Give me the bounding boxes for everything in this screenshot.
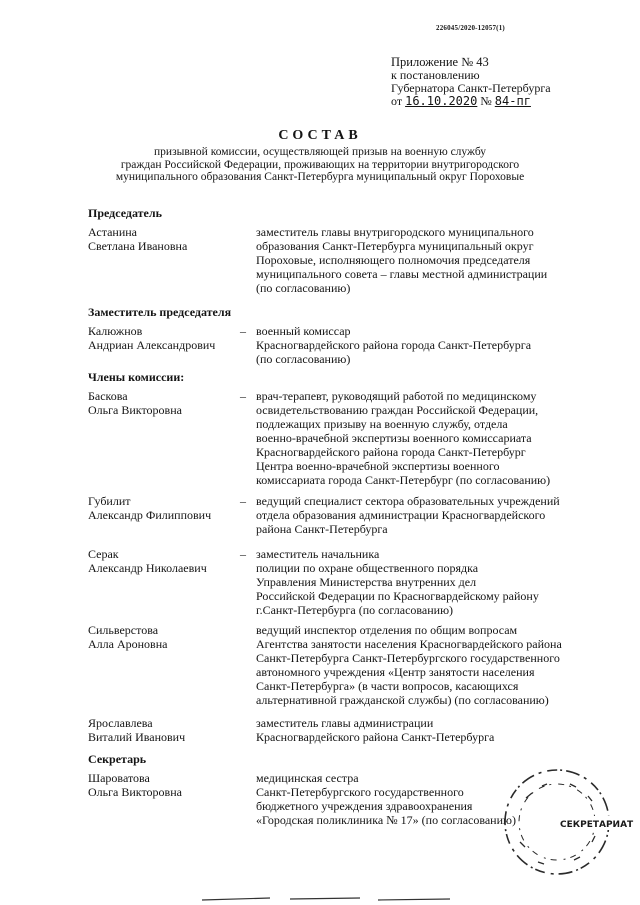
given-names: Александр Николаевич [88, 561, 207, 575]
member-name [88, 771, 248, 799]
role-line: (по согласованию) [256, 352, 351, 366]
member-name [88, 623, 248, 651]
role-line: Управления Министерства внутренних дел [256, 575, 477, 589]
member-role [256, 225, 628, 295]
member-name [88, 494, 248, 522]
appendix-line: к постановлению [391, 68, 480, 82]
member-role [256, 716, 628, 744]
signature-mark [200, 890, 460, 902]
number-value: 84-пг [494, 94, 531, 108]
member-role [256, 547, 628, 617]
role-line: отдела образования администрации Красногвардейского [256, 508, 546, 522]
surname: Калюжнов [88, 324, 143, 338]
role-line: Центра военно-врачебной экспертизы военного [256, 459, 500, 473]
appendix-line: Губернатора Санкт-Петербурга [391, 81, 551, 95]
role-line: заместитель главы внутригородского муниципального [256, 225, 534, 239]
surname: Губилит [88, 494, 131, 508]
role-line: муниципального совета – главы местной администрации [256, 267, 548, 281]
role-line: ведущий специалист сектора образовательных учреждений [256, 494, 560, 508]
section-chairman: Председатель [88, 206, 162, 220]
role-line: подлежащих призыву на военную службу, отдела [256, 417, 508, 431]
stamp-text: СЕКРЕТАРИАТ [560, 820, 634, 830]
page-title: СОСТАВ [278, 128, 362, 143]
number-sign: № [480, 94, 492, 108]
given-names: Светлана Ивановна [88, 239, 188, 253]
role-line: автономного учреждения «Центр занятости населения [256, 665, 535, 679]
member-role [256, 324, 628, 366]
subtitle-line: муниципального образования Санкт-Петербурга муниципальный округ Пороховые [115, 171, 525, 183]
section-members: Члены комиссии: [88, 370, 185, 384]
subtitle-line: граждан Российской Федерации, проживающих на территории внутригородского [120, 158, 520, 171]
role-line: района Санкт-Петербурга [256, 522, 388, 536]
appendix-block [391, 56, 631, 108]
official-stamp [492, 762, 634, 882]
role-line: Санкт-Петербургского государственного [256, 785, 464, 799]
role-line: Красногвардейского района города Санкт-Петербург [256, 445, 526, 459]
surname: Баскова [88, 389, 128, 403]
role-line: Санкт-Петербурга» (в части вопросов, касающихся [256, 679, 519, 693]
given-names: Ольга Викторовна [88, 785, 182, 799]
role-line: «Городская поликлиника № 17» (по согласованию) [256, 813, 516, 827]
section-secretary: Секретарь [88, 752, 147, 766]
dash: – [240, 494, 246, 508]
role-line: военный комиссар [256, 324, 351, 338]
role-line: врач-терапевт, руководящий работой по медицинскому [256, 389, 537, 403]
role-line: (по согласованию) [256, 281, 351, 295]
role-line: военно-врачебной экспертизы военного комиссариата [256, 431, 532, 445]
member-name [88, 716, 248, 744]
surname: Шароватова [88, 771, 150, 785]
surname: Ярославлева [88, 716, 153, 730]
member-role [256, 389, 628, 487]
role-line: г.Санкт-Петербурга (по согласованию) [256, 603, 454, 617]
role-line: ведущий инспектор отделения по общим вопросам [256, 623, 518, 637]
given-names: Алла Ароновна [88, 637, 168, 651]
role-line: Красногвардейского района Санкт-Петербурга [256, 730, 495, 744]
date-value: 16.10.2020 [405, 94, 478, 108]
role-line: комиссариата города Санкт-Петербург (по согласованию) [256, 473, 551, 487]
member-name [88, 547, 248, 575]
role-line: Санкт-Петербурга Санкт-Петербургского государственного [256, 651, 560, 665]
role-line: Агентства занятости населения Красногвардейского района [256, 637, 562, 651]
member-name [88, 324, 248, 352]
appendix-title: Приложение № 43 [391, 55, 489, 69]
dash: – [240, 324, 246, 338]
document-number: 226045/2020-12057(1) [436, 24, 505, 32]
page-subtitle [70, 146, 570, 184]
role-line: Пороховые, исполняющего полномочия председателя [256, 253, 531, 267]
role-line: образования Санкт-Петербурга муниципальный округ [256, 239, 534, 253]
surname: Астанина [88, 225, 138, 239]
surname: Серак [88, 547, 119, 561]
appendix-date-line [391, 95, 631, 108]
given-names: Андриан Александрович [88, 338, 216, 352]
member-name [88, 389, 248, 417]
role-line: бюджетного учреждения здравоохранения [256, 799, 473, 813]
member-name [88, 225, 248, 253]
role-line: заместитель начальника [256, 547, 380, 561]
role-line: Красногвардейского района города Санкт-Петербурга [256, 338, 532, 352]
role-line: полиции по охране общественного порядка [256, 561, 479, 575]
member-role [256, 494, 628, 536]
role-line: Российской Федерации по Красногвардейскому району [256, 589, 539, 603]
date-prefix: от [391, 94, 403, 108]
surname: Сильверстова [88, 623, 159, 637]
subtitle-line: призывной комиссии, осуществляющей призыв на военную службу [154, 146, 486, 158]
role-line: медицинская сестра [256, 771, 359, 785]
role-line: альтернативной гражданской службы) (по согласованию) [256, 693, 549, 707]
given-names: Александр Филиппович [88, 508, 212, 522]
role-line: заместитель главы администрации [256, 716, 434, 730]
given-names: Виталий Иванович [88, 730, 186, 744]
dash: – [240, 389, 246, 403]
dash: – [240, 547, 246, 561]
member-role [256, 623, 628, 707]
section-deputy: Заместитель председателя [88, 305, 232, 319]
role-line: освидетельствованию граждан Российской Федерации, [256, 403, 539, 417]
given-names: Ольга Викторовна [88, 403, 182, 417]
